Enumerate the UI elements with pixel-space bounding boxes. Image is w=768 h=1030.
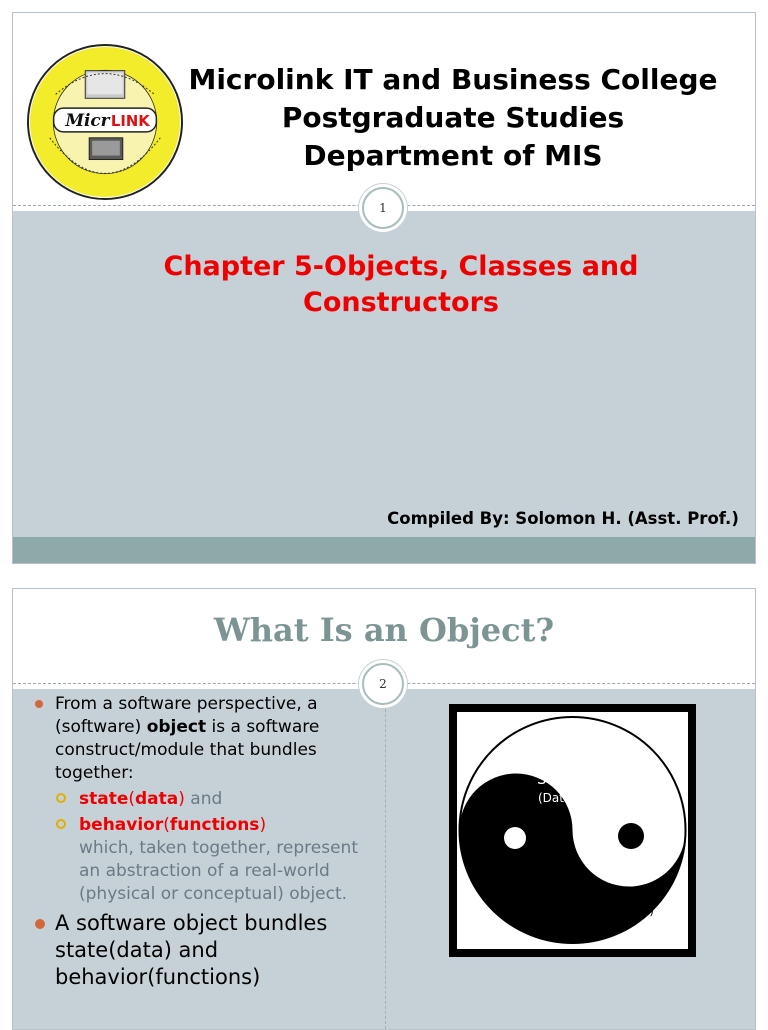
highlight-state: state	[79, 789, 129, 809]
sub-bullet-ring-icon	[56, 793, 66, 803]
bullet-dot-icon	[35, 919, 45, 929]
college-title	[153, 61, 753, 175]
title-slide	[12, 12, 756, 564]
paren: (	[163, 815, 170, 835]
compiled-by: Compiled By: Solomon H. (Asst. Prof.)	[387, 509, 739, 528]
bullet-list	[35, 693, 375, 991]
bullet-text: A software object bundles state(data) and behavior(functions)	[55, 911, 328, 989]
sub-bullet-item	[35, 788, 375, 811]
sub-bullet-ring-icon	[56, 819, 66, 829]
column-divider	[385, 689, 386, 1029]
page-number-badge: 1	[362, 187, 404, 229]
svg-text:Micr: Micr	[65, 109, 110, 130]
college-name: Microlink IT and Business College	[188, 63, 718, 96]
department-name: Department of MIS	[303, 139, 603, 172]
highlight-functions: functions	[169, 815, 260, 835]
behavior-label: Behavior	[591, 886, 654, 902]
highlight-data: data	[135, 789, 179, 809]
paren: )	[178, 789, 185, 809]
behavior-sub-label: (Functions)	[590, 904, 654, 918]
bullet-bold-word: object	[146, 717, 207, 737]
highlight-behavior: behavior	[79, 815, 164, 835]
yin-yang-diagram	[449, 704, 696, 957]
sub-bullet-item	[35, 814, 375, 837]
chapter-title: Chapter 5-Objects, Classes and Constructors	[163, 251, 639, 318]
paren: )	[259, 815, 267, 835]
college-logo	[26, 43, 184, 201]
footer-bar	[13, 537, 755, 563]
content-slide	[12, 588, 756, 1030]
svg-text:LINK: LINK	[110, 112, 150, 130]
bullet-text: is a software construct/module that bundles together:	[55, 717, 320, 783]
sub-bullet-text: and	[184, 789, 223, 809]
sub-bullet-continuation: which, taken together, represent an abstraction of a real-world (physical or conceptual) object.	[79, 838, 358, 904]
state-sub-label: (Data)	[538, 791, 577, 805]
bullet-item	[35, 693, 375, 785]
bullet-dot-icon	[35, 700, 43, 708]
slide-title: What Is an Object?	[213, 611, 555, 649]
state-label: State	[537, 770, 577, 788]
page-number-badge: 2	[362, 663, 404, 705]
yin-yang-icon	[457, 712, 688, 949]
bullet-text: From a software perspective, a (software)	[55, 694, 318, 737]
bullet-item	[35, 910, 375, 991]
program-name: Postgraduate Studies	[281, 101, 625, 134]
paren: (	[128, 789, 136, 809]
